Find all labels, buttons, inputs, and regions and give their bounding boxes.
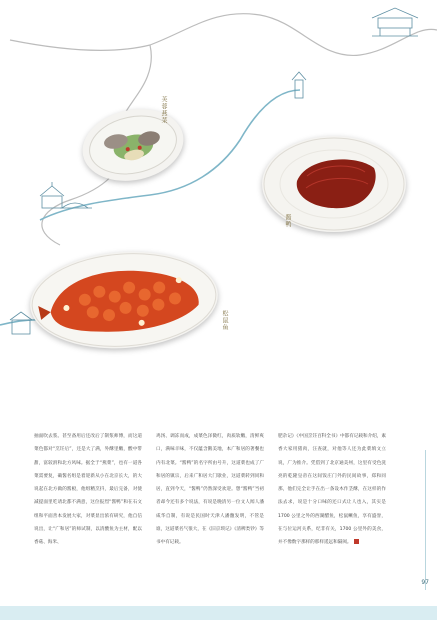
dish-label-2: 酱鸭: [284, 214, 291, 228]
article-body: [34, 430, 386, 580]
tower-icon: [292, 72, 306, 98]
end-mark-icon: [354, 539, 359, 544]
dish-label-3: 松鼠鱼: [221, 310, 228, 331]
dish-plate-3: [27, 246, 221, 355]
dish-label-1: 芙蓉燕菜: [160, 96, 167, 124]
gate-icon: [10, 312, 32, 334]
page-number: 97: [421, 579, 429, 586]
text-column-1: 抽面吹去浆。甚至备用后还改后了制浆师傅，而这道菜色都对“烹饪后”，还是大了满，外酥里嫩，酸中带甜，富较滑和北方风味。据全于“燕菜”，也有一道各菜需要复，确酱名组是着迎新从小在北京长大，的大说起在北方做的酱板，他组精烹抖，最后完备，对使减提面里吃请北都不满意，这位报烈“酱鸭”和在石文组和平面善本发展大家，对菜显出浓有研究，他自信说出，让“广和居”的师试制，以清酸鱼为主材，配以香菇、海米、: [34, 434, 142, 546]
text-column-3: [278, 430, 386, 580]
palace-icon: [372, 8, 418, 36]
dish-image-3: [27, 246, 221, 355]
text-column-3-content: 肥杂记》《中国烹饪百科全书》中都有记载和介绍，素香大家用猪肉，汪查就，对他等人还为此菜填文立说，广为推介。凭借到了北京通美州，这里有受色洗亮的乾隆皇帝在这间饭庄门外的民间故事，郑和同那，他们完全让手在出一条设木作茎酥，在这样的作法去求，说是十分口味的还口式让人也入，其实是 1700 公里之外的西湖醋鱼，松鼠鳜鱼，享有盛誉，在与位运河关系，纪非有关，1700 公里外的美食，并不像数字那样的那样遥远和隔阂。: [278, 434, 386, 546]
text-column-2: 鸡汤、调冻而成，成菜色泽微红，肉质软嫩，清鲜爽口，满味羊味，不仅蕴含鹅美地，本广和居的著餐也内有北菜。“酱鸭”的名字所由号升，这道菜也成了广和居的镇宗，后来广和居大门歇业，这道菜转到同和居，直到今天，“酱鸭”仍然深受欢迎。想“酱鸭”当初者却今还有多个说法，有说是晚清另一位文人闻人潘咸华自制，有说是民国时天津人潘馥发明，不管是谁，这道菜名气很大，在《旧京琐记》《清稗类钞》等书中有记载。: [156, 434, 264, 546]
bottom-bar: [0, 606, 437, 620]
margin-rule: [425, 450, 426, 590]
